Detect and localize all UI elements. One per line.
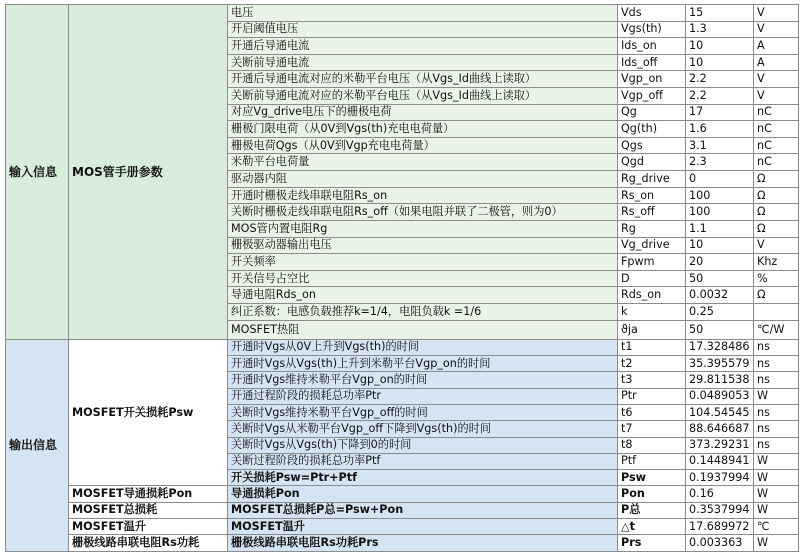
symbol-cell[interactable]: Ptr [618, 388, 686, 404]
symbol-cell[interactable]: Ids_off [618, 54, 686, 71]
unit-cell[interactable]: ns [754, 339, 799, 355]
value-cell[interactable]: 88.646687 [686, 421, 754, 437]
output-row [6, 535, 799, 552]
symbol-cell[interactable]: t8 [618, 437, 686, 453]
symbol-cell[interactable]: Vds [618, 5, 686, 22]
parameter-name-cell[interactable]: 开通过程阶段的损耗总功率Ptr [228, 388, 618, 404]
unit-cell[interactable]: W [754, 470, 799, 486]
unit-cell[interactable]: W [754, 535, 799, 552]
unit-cell[interactable]: Ω [754, 204, 799, 221]
parameter-name-cell[interactable]: 电压 [228, 5, 618, 22]
unit-cell[interactable]: Ω [754, 171, 799, 188]
input-group-label[interactable]: MOS管手册参数 [69, 5, 228, 340]
value-cell[interactable]: 17.689972 [686, 518, 754, 534]
value-cell[interactable]: 100 [686, 187, 754, 204]
output-row [6, 339, 799, 355]
parameter-name-cell[interactable]: 米勒平台电荷量 [228, 154, 618, 171]
value-cell[interactable]: 0.3537994 [686, 502, 754, 518]
symbol-cell[interactable]: Vgp_on [618, 71, 686, 88]
parameter-name-cell[interactable]: 开关频率 [228, 254, 618, 271]
value-cell[interactable]: 373.29231 [686, 437, 754, 453]
symbol-cell[interactable]: Rds_on [618, 287, 686, 304]
value-cell[interactable]: 0.1448941 [686, 453, 754, 469]
parameter-name-cell[interactable]: 栅极线路串联电阻Rs功耗Prs [228, 535, 618, 552]
value-cell[interactable]: 2.2 [686, 88, 754, 105]
symbol-cell[interactable]: Rg [618, 220, 686, 237]
symbol-cell[interactable]: Rg_drive [618, 171, 686, 188]
symbol-cell[interactable]: Psw [618, 470, 686, 486]
parameter-name-cell[interactable]: 关断前导通电流对应的米勒平台电压（从Vgs_Id曲线上读取） [228, 88, 618, 105]
unit-cell[interactable]: W [754, 486, 799, 502]
input-section-label[interactable]: 输入信息 [6, 5, 69, 340]
unit-cell[interactable]: ℃/W [754, 320, 799, 339]
value-cell[interactable]: 0.0032 [686, 287, 754, 304]
parameter-name-cell[interactable]: 对应Vg_drive电压下的栅极电荷 [228, 104, 618, 121]
symbol-cell[interactable]: ϑja [618, 320, 686, 339]
unit-cell[interactable]: nC [754, 154, 799, 171]
parameter-name-cell[interactable]: 关断时Vgs从Vgs(th)下降到0的时间 [228, 437, 618, 453]
unit-cell[interactable]: nC [754, 104, 799, 121]
unit-cell[interactable]: Ω [754, 287, 799, 304]
unit-cell[interactable]: W [754, 502, 799, 518]
value-cell[interactable]: 0.16 [686, 486, 754, 502]
value-cell[interactable]: 17.328486 [686, 339, 754, 355]
parameter-name-cell[interactable]: 开通时Vgs维持米勒平台Vgp_on的时间 [228, 372, 618, 388]
unit-cell[interactable]: % [754, 270, 799, 287]
value-cell[interactable]: 1.6 [686, 121, 754, 138]
parameter-name-cell[interactable]: 纠正系数：电感负载推荐k=1/4，电阻负载k =1/6 [228, 303, 618, 320]
symbol-cell[interactable]: t6 [618, 404, 686, 420]
value-cell[interactable]: 2.2 [686, 71, 754, 88]
unit-cell[interactable] [754, 303, 799, 320]
unit-cell[interactable]: A [754, 38, 799, 55]
value-cell[interactable]: 0.003363 [686, 535, 754, 552]
unit-cell[interactable]: W [754, 388, 799, 404]
value-cell[interactable]: 0 [686, 171, 754, 188]
unit-cell[interactable]: A [754, 54, 799, 71]
parameter-name-cell[interactable]: 开关信号占空比 [228, 270, 618, 287]
symbol-cell[interactable]: k [618, 303, 686, 320]
unit-cell[interactable]: Khz [754, 254, 799, 271]
sheet-body [6, 5, 799, 552]
unit-cell[interactable]: ns [754, 437, 799, 453]
mosfet-calculation-sheet [5, 4, 799, 552]
unit-cell[interactable]: ns [754, 404, 799, 420]
output-group-label[interactable]: MOSFET导通损耗Pon [69, 486, 228, 502]
symbol-cell[interactable]: Vg_drive [618, 237, 686, 254]
unit-cell[interactable]: Ω [754, 187, 799, 204]
value-cell[interactable]: 1.3 [686, 21, 754, 38]
value-cell[interactable]: 10 [686, 237, 754, 254]
symbol-cell[interactable]: t3 [618, 372, 686, 388]
output-group-label[interactable]: MOSFET总损耗 [69, 502, 228, 518]
parameter-name-cell[interactable]: 关断过程阶段的损耗总功率Ptf [228, 453, 618, 469]
symbol-cell[interactable]: Rs_on [618, 187, 686, 204]
parameter-name-cell[interactable]: MOS管内置电阻Rg [228, 220, 618, 237]
parameter-name-cell[interactable]: 开关损耗Psw=Ptr+Ptf [228, 470, 618, 486]
symbol-cell[interactable]: Qg(th) [618, 121, 686, 138]
output-row [6, 502, 799, 518]
value-cell[interactable]: 0.25 [686, 303, 754, 320]
input-row [6, 5, 799, 22]
value-cell[interactable]: 1.1 [686, 220, 754, 237]
symbol-cell[interactable]: Qg [618, 104, 686, 121]
value-cell[interactable]: 0.1937994 [686, 470, 754, 486]
parameter-name-cell[interactable]: 开通后导通电流对应的米勒平台电压（从Vgs_Id曲线上读取） [228, 71, 618, 88]
unit-cell[interactable]: V [754, 5, 799, 22]
parameter-name-cell[interactable]: 开通时Vgs从0V上升到Vgs(th)的时间 [228, 339, 618, 355]
output-group-label[interactable]: 栅极线路串联电阻Rs功耗 [69, 535, 228, 552]
parameter-name-cell[interactable]: 栅极门限电荷（从0V到Vgs(th)充电电荷量） [228, 121, 618, 138]
value-cell[interactable]: 50 [686, 270, 754, 287]
value-cell[interactable]: 15 [686, 5, 754, 22]
value-cell[interactable]: 10 [686, 38, 754, 55]
symbol-cell[interactable]: Vgs(th) [618, 21, 686, 38]
symbol-cell[interactable]: D [618, 270, 686, 287]
unit-cell[interactable]: V [754, 21, 799, 38]
unit-cell[interactable]: Ω [754, 220, 799, 237]
parameter-name-cell[interactable]: 栅极驱动器输出电压 [228, 237, 618, 254]
value-cell[interactable]: 20 [686, 254, 754, 271]
parameter-name-cell[interactable]: 开启阈值电压 [228, 21, 618, 38]
symbol-cell[interactable]: t7 [618, 421, 686, 437]
symbol-cell[interactable]: Prs [618, 535, 686, 552]
value-cell[interactable]: 0.0489053 [686, 388, 754, 404]
symbol-cell[interactable]: P总 [618, 502, 686, 518]
parameter-name-cell[interactable]: 关断时Vgs从米勒平台Vgp_off下降到Vgs(th)的时间 [228, 421, 618, 437]
parameter-name-cell[interactable]: 开通后导通电流 [228, 38, 618, 55]
value-cell[interactable]: 29.811538 [686, 372, 754, 388]
output-group-label[interactable]: MOSFET温升 [69, 518, 228, 534]
output-row [6, 486, 799, 502]
parameter-name-cell[interactable]: 关断时Vgs维持米勒平台Vgp_off的时间 [228, 404, 618, 420]
parameter-name-cell[interactable]: MOSFET热阻 [228, 320, 618, 339]
unit-cell[interactable]: nC [754, 137, 799, 154]
unit-cell[interactable]: nC [754, 121, 799, 138]
output-row [6, 518, 799, 534]
value-cell[interactable]: 35.395579 [686, 356, 754, 372]
symbol-cell[interactable]: △t [618, 518, 686, 534]
value-cell[interactable]: 3.1 [686, 137, 754, 154]
value-cell[interactable]: 2.3 [686, 154, 754, 171]
value-cell[interactable]: 50 [686, 320, 754, 339]
parameter-name-cell[interactable]: 开通时栅极走线串联电阻Rs_on [228, 187, 618, 204]
parameter-name-cell[interactable]: 导通电阻Rds_on [228, 287, 618, 304]
parameter-name-cell[interactable]: MOSFET温升 [228, 518, 618, 534]
symbol-cell[interactable]: Fpwm [618, 254, 686, 271]
symbol-cell[interactable]: Qgs [618, 137, 686, 154]
parameter-name-cell[interactable]: 栅极电荷Qgs（从0V到Vgp充电电荷量） [228, 137, 618, 154]
switching-loss-group-label[interactable]: MOSFET开关损耗Psw [69, 339, 228, 486]
parameter-name-cell[interactable]: 驱动器内阻 [228, 171, 618, 188]
output-section-label[interactable]: 输出信息 [6, 339, 69, 551]
unit-cell[interactable]: ns [754, 372, 799, 388]
value-cell[interactable]: 10 [686, 54, 754, 71]
parameter-name-cell[interactable]: 导通损耗Pon [228, 486, 618, 502]
symbol-cell[interactable]: Vgp_off [618, 88, 686, 105]
unit-cell[interactable]: V [754, 88, 799, 105]
unit-cell[interactable]: W [754, 453, 799, 469]
unit-cell[interactable]: V [754, 237, 799, 254]
value-cell[interactable]: 100 [686, 204, 754, 221]
parameter-name-cell[interactable]: 关断前导通电流 [228, 54, 618, 71]
symbol-cell[interactable]: Ptf [618, 453, 686, 469]
symbol-cell[interactable]: Rs_off [618, 204, 686, 221]
symbol-cell[interactable]: t1 [618, 339, 686, 355]
unit-cell[interactable]: V [754, 71, 799, 88]
parameter-name-cell[interactable]: MOSFET总损耗P总=Psw+Pon [228, 502, 618, 518]
symbol-cell[interactable]: Qgd [618, 154, 686, 171]
symbol-cell[interactable]: Ids_on [618, 38, 686, 55]
parameter-name-cell[interactable]: 关断时栅极走线串联电阻Rs_off（如果电阻并联了二极管，则为0） [228, 204, 618, 221]
parameter-name-cell[interactable]: 开通时Vgs从Vgs(th)上升到米勒平台Vgp_on的时间 [228, 356, 618, 372]
unit-cell[interactable]: ℃ [754, 518, 799, 534]
value-cell[interactable]: 104.54545 [686, 404, 754, 420]
value-cell[interactable]: 17 [686, 104, 754, 121]
unit-cell[interactable]: ns [754, 421, 799, 437]
unit-cell[interactable]: ns [754, 356, 799, 372]
symbol-cell[interactable]: t2 [618, 356, 686, 372]
symbol-cell[interactable]: Pon [618, 486, 686, 502]
